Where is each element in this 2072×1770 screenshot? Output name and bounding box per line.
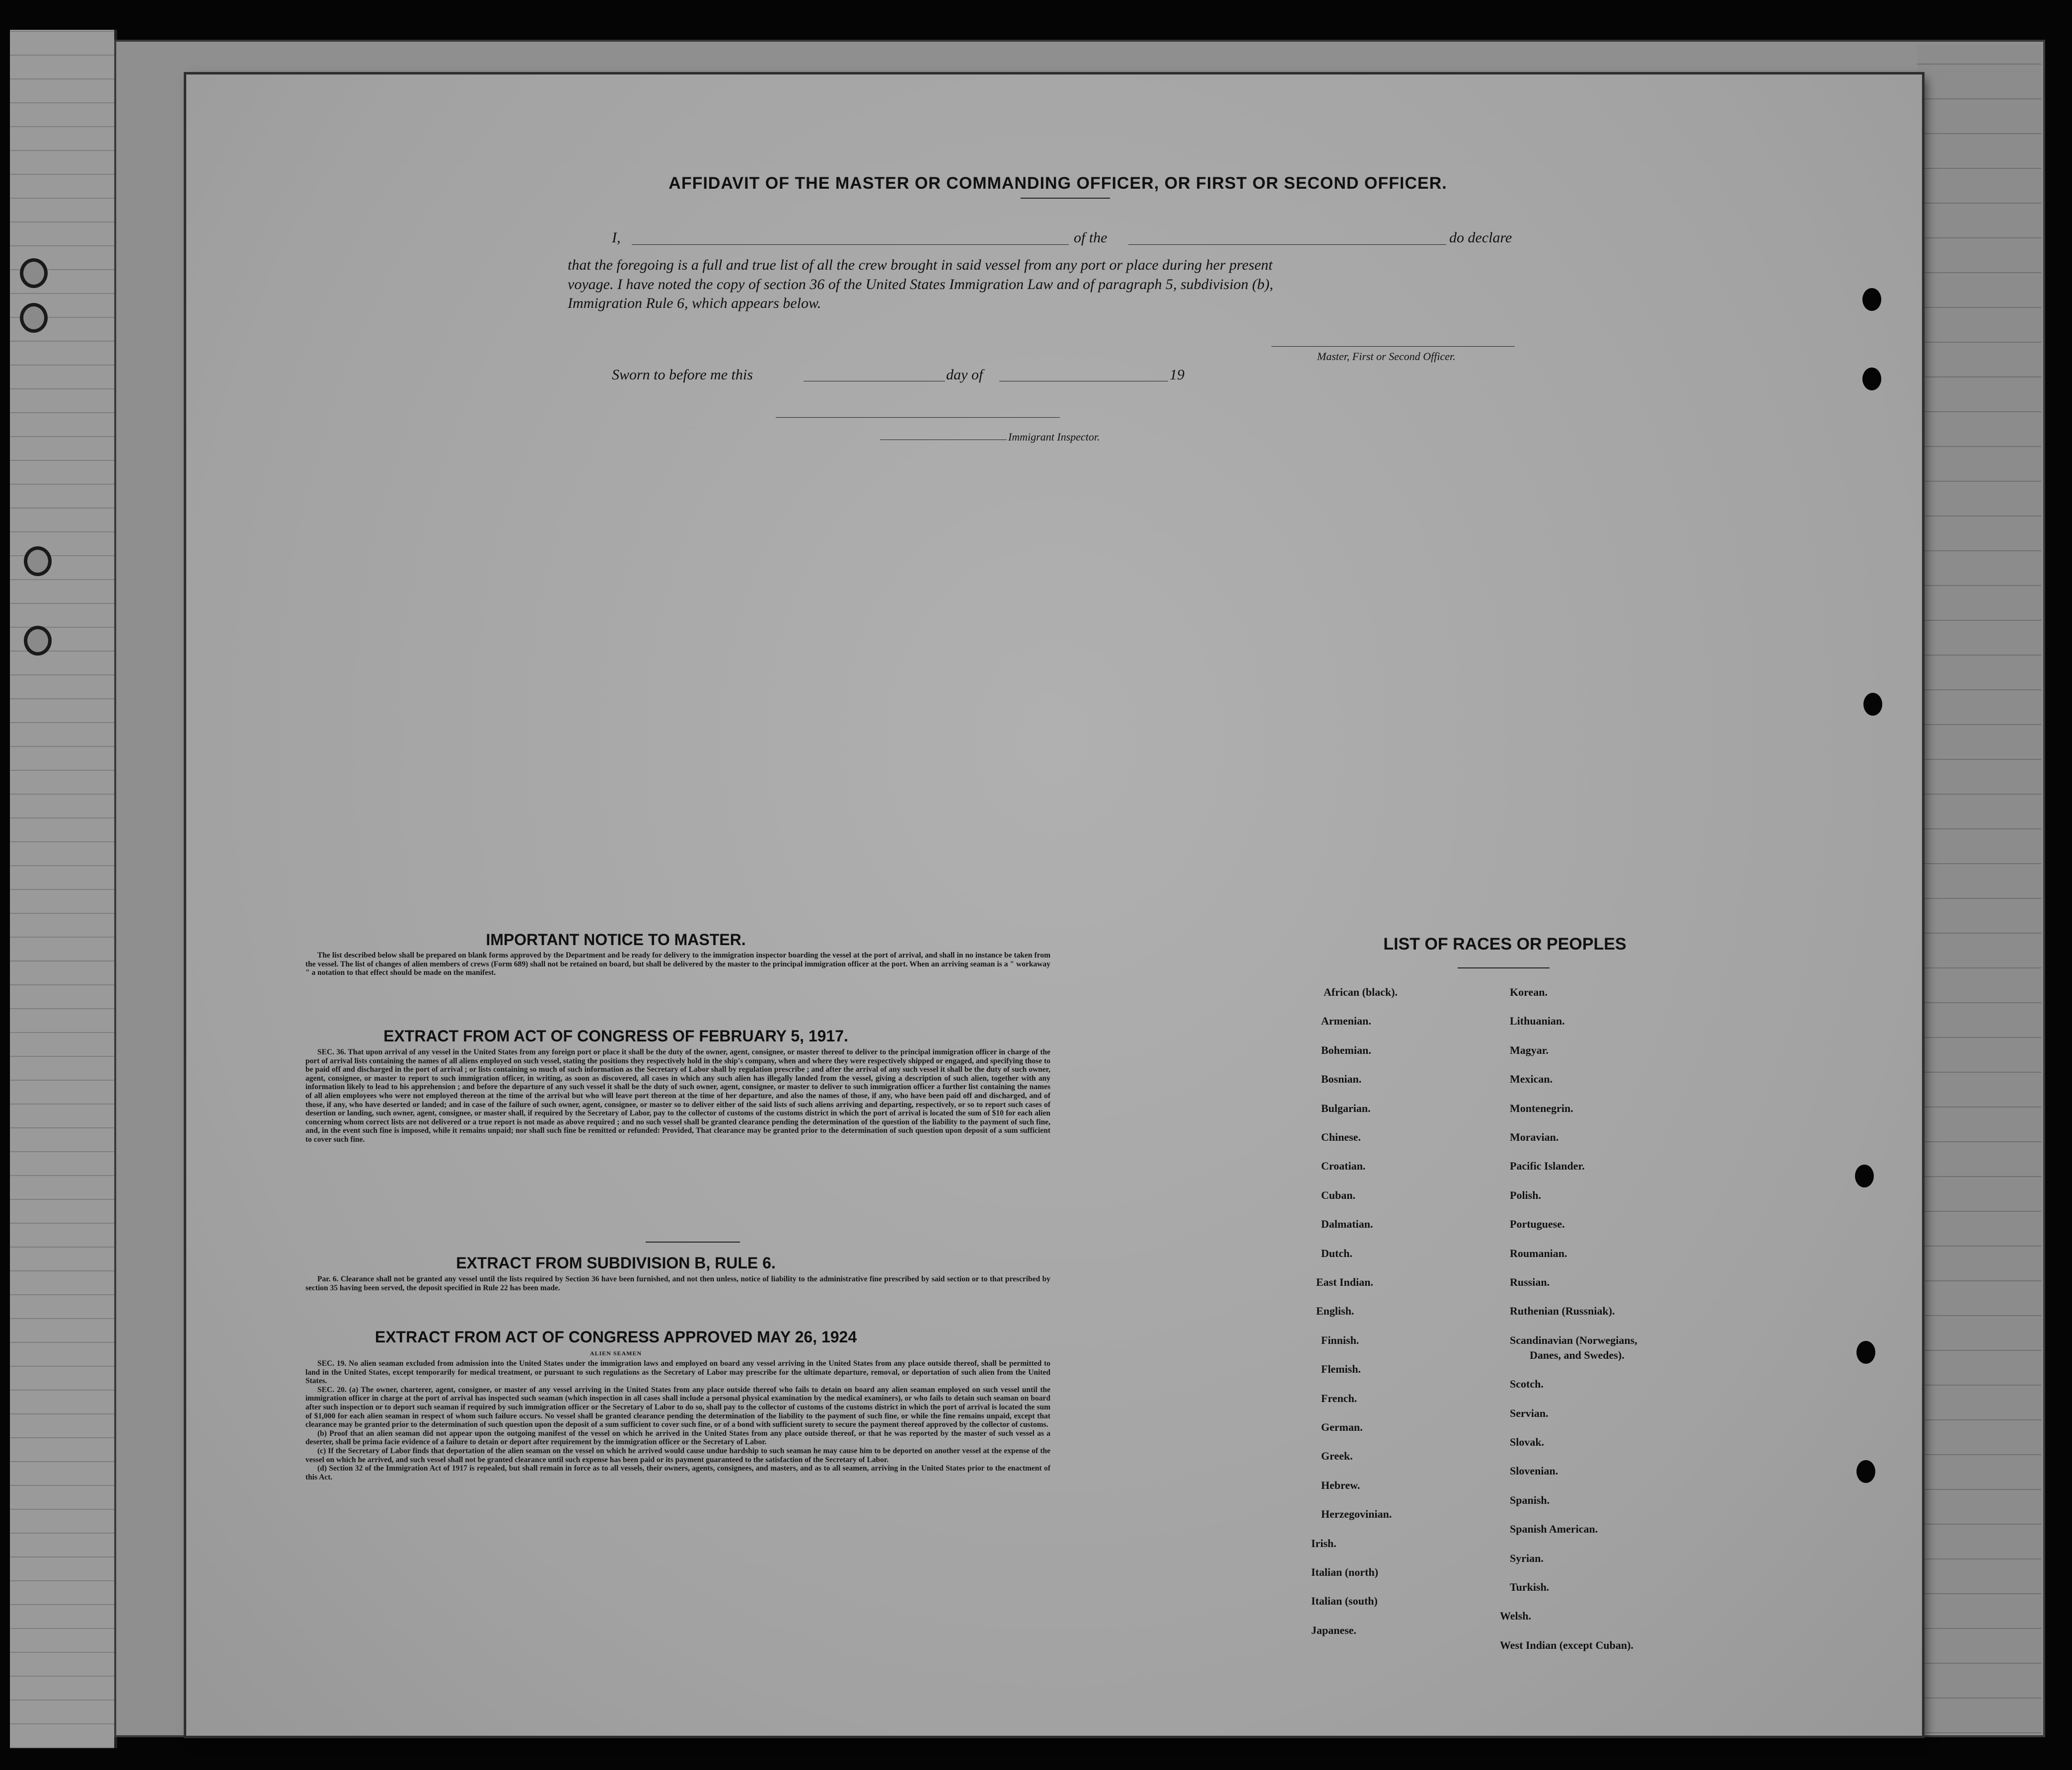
race-item: Cuban. bbox=[1321, 1188, 1356, 1201]
race-item: Chinese. bbox=[1321, 1131, 1361, 1143]
master-signature-line[interactable] bbox=[1271, 346, 1515, 347]
divider bbox=[1021, 198, 1110, 199]
extract-1917-title: EXTRACT FROM ACT OF CONGRESS OF FEBRUARY 5, 1917. bbox=[383, 1027, 848, 1045]
divider bbox=[1458, 967, 1550, 968]
race-item: Finnish. bbox=[1321, 1333, 1359, 1346]
race-item: Syrian. bbox=[1510, 1551, 1544, 1564]
race-item: Korean. bbox=[1510, 986, 1548, 998]
punch-hole bbox=[1855, 1165, 1874, 1187]
affidavit-i-label: I, bbox=[612, 229, 621, 246]
affidavit-title: AFFIDAVIT OF THE MASTER OR COMMANDING OFFICER, OR FIRST OR SECOND OFFICER. bbox=[668, 174, 1447, 193]
binding-hole bbox=[20, 303, 48, 333]
affidavit-line-2: that the foregoing is a full and true list of all the crew brought in said vessel from any port or place during her present bbox=[568, 257, 1273, 273]
race-item: Bulgarian. bbox=[1321, 1102, 1371, 1114]
sec-20d-text: (d) Section 32 of the Immigration Act of 1917 is repealed, but shall remain in force as to all vessels, their owners, agents, consignees, and masters, and as to all seamen, arriving in the United States prior to the enactment of this Act. bbox=[305, 1464, 1050, 1481]
race-item: Welsh. bbox=[1500, 1610, 1531, 1622]
race-item: Slovenian. bbox=[1510, 1465, 1558, 1477]
notice-body-text: The list described below shall be prepared on blank forms approved by the Department and be ready for delivery to the immigration inspector boarding the vessel at the port of arrival, and shall in no instance be taken from the vessel. The list of changes of alien members of crews (Form 689) shall not be retained on board, but shall be delivered by the master to the principal immigration officer at the port. When an arriving seaman is a " workaway " a notation to that effect should be made on the manifest. bbox=[305, 951, 1050, 977]
race-item: Scandinavian (Norwegians, bbox=[1510, 1333, 1637, 1346]
race-item: Mexican. bbox=[1510, 1073, 1553, 1086]
race-item: Greek. bbox=[1321, 1450, 1353, 1463]
race-item: Danes, and Swedes). bbox=[1530, 1348, 1625, 1361]
sec-19 bbox=[305, 1359, 1050, 1386]
sec-20b-text: (b) Proof that an alien seaman did not appear upon the outgoing manifest of the vessel on which he arrived in the United States from any place outside thereof, or that he was reported by the master of such vessel as a deserter, shall be prima facie evidence of a failure to detain or deport after requirement by the immigration officer or the Secretary of Labor. bbox=[305, 1429, 1050, 1447]
affidavit-line-3: voyage. I have noted the copy of section 36 of the United States Immigration Law and of paragraph 5, subdivision (b), bbox=[568, 276, 1273, 293]
sec-19-text: SEC. 19. No alien seaman excluded from admission into the United States under the immigration laws and employed on board any vessel arriving in the United States from any place outside thereof, shall be permitted to land in the United States, except temporarily for medical treatment, or pursuant to such regulations as the Secretary of Labor may prescribe for the ultimate departure, removal, or deportation of such alien from the United States. bbox=[305, 1359, 1050, 1386]
race-item: Moravian. bbox=[1510, 1131, 1559, 1143]
race-item: West Indian (except Cuban). bbox=[1500, 1638, 1633, 1651]
races-title: LIST OF RACES OR PEOPLES bbox=[1383, 935, 1627, 954]
race-item: Bosnian. bbox=[1321, 1073, 1362, 1086]
race-item: Roumanian. bbox=[1510, 1247, 1567, 1259]
race-item: East Indian. bbox=[1316, 1276, 1373, 1288]
race-item: Italian (north) bbox=[1311, 1566, 1379, 1578]
master-signature-label: Master, First or Second Officer. bbox=[1317, 350, 1456, 363]
race-item: English. bbox=[1316, 1305, 1354, 1318]
race-item: Italian (south) bbox=[1311, 1595, 1378, 1608]
binding-hole bbox=[20, 258, 48, 288]
divider bbox=[646, 1242, 740, 1243]
race-item: Scotch. bbox=[1510, 1378, 1544, 1391]
day-of-label: day of bbox=[946, 367, 983, 383]
race-item: Croatian. bbox=[1321, 1160, 1366, 1173]
race-item: Polish. bbox=[1510, 1188, 1541, 1201]
race-item: African (black). bbox=[1324, 986, 1398, 998]
race-item: Slovak. bbox=[1510, 1436, 1545, 1448]
notice-title: IMPORTANT NOTICE TO MASTER. bbox=[486, 931, 746, 949]
notice-body bbox=[305, 951, 1050, 977]
form-page bbox=[186, 74, 1922, 1736]
race-item: Montenegrin. bbox=[1510, 1102, 1573, 1114]
sec-20b bbox=[305, 1429, 1050, 1447]
race-item: Spanish. bbox=[1510, 1493, 1550, 1506]
punch-hole bbox=[1862, 288, 1881, 311]
race-item: Flemish. bbox=[1321, 1363, 1361, 1376]
subdivision-b-body bbox=[305, 1275, 1050, 1292]
race-item: Turkish. bbox=[1510, 1581, 1550, 1593]
race-item: German. bbox=[1321, 1421, 1363, 1433]
year-prefix: 19 bbox=[1170, 367, 1184, 383]
sec-20a-text: SEC. 20. (a) The owner, charterer, agent, consignee, or master of any vessel arriving in the United States from any place outside thereof who fails to detain on board any alien seaman employed on such vessel until the immigration officer in charge at the port of arrival has inspected such seaman (which inspection in all cases shall include a personal physical examination by the medical examiners), or who fails to detain such seaman on board after such inspection or to deport such seaman if required by such immigration officer or the Secretary of Labor to do so, shall pay to the collector of customs of the customs district in which the port of arrival is located the sum of $1,000 for each alien seaman in respect of whom such failure occurs. No vessel shall be granted clearance pending the determination of the liability to the payment of such fine, or while the fine remains unpaid, except that clearance may be granted prior to the determination of such question upon the deposit of a sum sufficient to cover such fine, or of a bond with sufficient surety to secure the payment thereof approved by the collector of customs. bbox=[305, 1385, 1050, 1429]
race-item: French. bbox=[1321, 1392, 1357, 1404]
race-item: Lithuanian. bbox=[1510, 1015, 1565, 1028]
affidavit-line-4: Immigration Rule 6, which appears below. bbox=[568, 295, 821, 311]
race-item: Irish. bbox=[1311, 1537, 1336, 1549]
race-item: Ruthenian (Russniak). bbox=[1510, 1305, 1615, 1318]
ledger-page-right-edge bbox=[1917, 45, 2041, 1733]
subdivision-b-text: Par. 6. Clearance shall not be granted any vessel until the lists required by Section 36 have been furnished, and not then unless, notice of liability to the administrative fine prescribed by said section or to that prescribed by section 35 having been served, the deposit specified in Rule 22 has been made. bbox=[305, 1275, 1050, 1292]
extract-1917-text: SEC. 36. That upon arrival of any vessel in the United States from any foreign port or place it shall be the duty of the owner, agent, consignee, or master thereof to deliver to the principal immigration officer in charge of the port of arrival lists containing the names of all aliens employed on such vessel, stating the positions they respectively hold in the ship's company, when and where they were respectively shipped or engaged, and specifying those to be paid off and discharged in the port of arrival ; or lists containing so much of such information as the Secretary of Labor shall by regulation prescribe ; and after the arrival of any such vessel it shall be the duty of such owner, agent, consignee, or master to report to such immigration officer, in writing, as soon as discovered, all cases in which any such alien has illegally landed from the vessel, giving a description of such alien, together with any information likely to lead to his apprehension ; and before the departure of any such vessel it shall be the duty of such owner, agent, consignee, or master to deliver to such immigration officer a further list containing the names of all alien employees who were not employed thereon at the time of the arrival but who will leave port thereon at the time of her departure, and also the names of those, if any, who have been paid off and discharged, and of those, if any, who have deserted or landed; and in case of the failure of such owner, agent, consignee, or master so to deliver either of the said lists of such aliens arriving and departing, respectively, or so to report such cases of desertion or landing, such owner, agent, consignee, or master shall, if required by the Secretary of Labor, pay to the collector of customs of the customs district in which the port of arrival is located the sum of $10 for each alien concerning whom correct lists are not delivered or a true report is not made as above required ; and no such vessel shall be granted clearance pending the determination of the question of the liability to the payment of such fine, and, in the event such fine is imposed, while it remains unpaid; nor shall such fine be remitted or refunded: Provided, That clearance may be granted prior to the determination of such question upon deposit of a sum sufficient to cover such fine. bbox=[305, 1048, 1050, 1144]
punch-hole bbox=[1856, 1460, 1875, 1483]
race-item: Hebrew. bbox=[1321, 1478, 1360, 1491]
race-item: Bohemian. bbox=[1321, 1043, 1371, 1056]
punch-hole bbox=[1862, 368, 1881, 390]
sec-20c-text: (c) If the Secretary of Labor finds that deportation of the alien seaman on the vessel on which he arrived would cause undue hardship to such seaman he may cause him to be deported on another vessel at the expense of the vessel on which he arrived, and such vessel shall not be granted clearance until such expense has been paid or its payment guaranteed to the satisfaction of the Secretary of Labor. bbox=[305, 1446, 1050, 1464]
binding-hole bbox=[24, 626, 52, 656]
vessel-blank-line[interactable] bbox=[1128, 244, 1446, 245]
sec-20a bbox=[305, 1386, 1050, 1429]
sworn-label: Sworn to before me this bbox=[612, 367, 753, 383]
inspector-blank-line[interactable] bbox=[776, 417, 1060, 418]
ledger-page-left-edge bbox=[10, 30, 117, 1748]
name-blank-line[interactable] bbox=[632, 244, 1069, 245]
race-item: Magyar. bbox=[1510, 1043, 1549, 1056]
race-item: Dutch. bbox=[1321, 1247, 1352, 1259]
race-item: Pacific Islander. bbox=[1510, 1160, 1585, 1173]
race-item: Japanese. bbox=[1311, 1623, 1357, 1636]
binding-hole bbox=[24, 546, 52, 576]
race-item: Dalmatian. bbox=[1321, 1218, 1373, 1231]
immigrant-inspector-label: Immigrant Inspector. bbox=[1008, 431, 1100, 443]
race-item: Herzegovinian. bbox=[1321, 1508, 1392, 1521]
extract-1924-body bbox=[305, 1359, 1050, 1481]
race-item: Servian. bbox=[1510, 1406, 1549, 1419]
race-item: Armenian. bbox=[1321, 1015, 1371, 1028]
race-item: Russian. bbox=[1510, 1276, 1550, 1288]
race-item: Spanish American. bbox=[1510, 1523, 1598, 1536]
punch-hole bbox=[1863, 693, 1882, 716]
affidavit-declare-label: do declare bbox=[1449, 229, 1512, 246]
affidavit-of-the-label: of the bbox=[1074, 229, 1108, 246]
subdivision-b-title: EXTRACT FROM SUBDIVISION B, RULE 6. bbox=[456, 1254, 776, 1272]
extract-1924-title: EXTRACT FROM ACT OF CONGRESS APPROVED MAY 26, 1924 bbox=[374, 1328, 857, 1346]
sec-20c bbox=[305, 1447, 1050, 1464]
alien-seamen-subtitle: ALIEN SEAMEN bbox=[590, 1350, 642, 1357]
sec-20d bbox=[305, 1464, 1050, 1481]
race-item: Portuguese. bbox=[1510, 1218, 1565, 1231]
punch-hole bbox=[1856, 1341, 1875, 1364]
extract-1917-body bbox=[305, 1048, 1050, 1144]
